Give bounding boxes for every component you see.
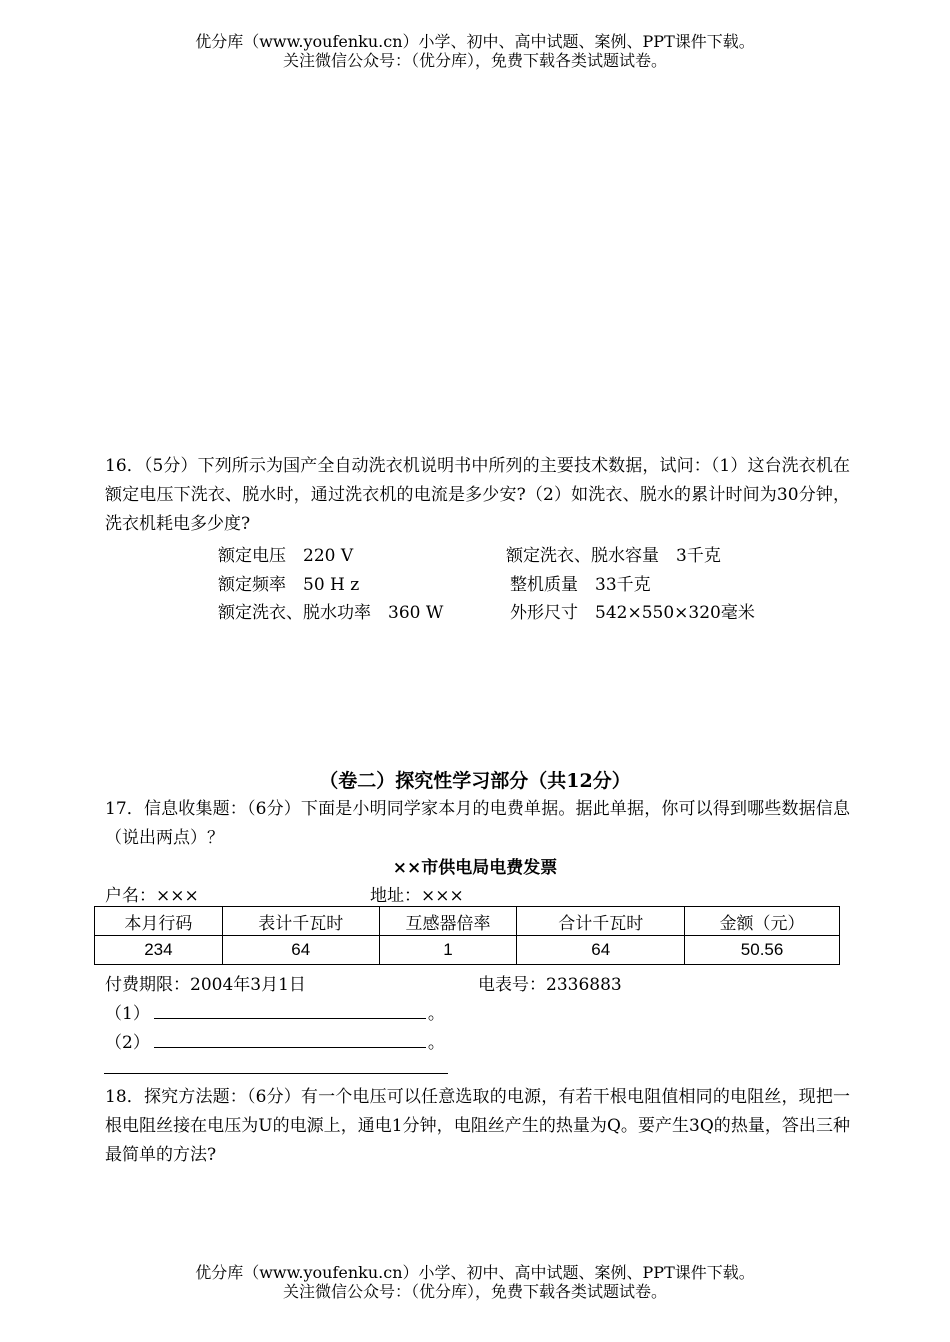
bill-title: ××市供电局电费发票 (392, 858, 558, 878)
bill-table (94, 906, 840, 965)
bill-header-cell: 表计千瓦时 (222, 907, 379, 936)
bill-account: 户名：××× (105, 886, 199, 906)
question-18-text: 18．探究方法题：（6分）有一个电压可以任意选取的电源，有若干根电阻值相同的电阻丝，现把一根电阻丝接在电压为U的电源上，通电1分钟，电阻丝产生的热量为Q。要产生3Q的热量，答出三种最简单的方法? (105, 1087, 850, 1165)
section-2-title: （卷二）探究性学习部分（共12分） (319, 770, 631, 792)
bill-meter-number: 电表号：2336883 (478, 975, 622, 995)
answer-line-2 (105, 1028, 445, 1053)
bill-address: 地址：××× (370, 886, 464, 906)
bill-header-cell: 本月行码 (95, 907, 223, 936)
answer-1-period: 。 (427, 1004, 445, 1024)
bill-header-cell: 互感器倍率 (379, 907, 517, 936)
question-17-text: 17．信息收集题：（6分）下面是小明同学家本月的电费单据。据此单据，你可以得到哪些数据信息（说出两点）？ (105, 799, 850, 848)
bill-due-date: 付费期限：2004年3月1日 (105, 975, 306, 995)
spec-mass: 整机质量 33千克 (510, 575, 651, 595)
bill-cell: 50.56 (685, 936, 840, 965)
footer-line-1: 优分库（www.youfenku.cn）小学、初中、高中试题、案例、PPT课件下载。 (195, 1263, 755, 1282)
bill-cell: 64 (517, 936, 685, 965)
header-line-1: 优分库（www.youfenku.cn）小学、初中、高中试题、案例、PPT课件下载。 (195, 32, 755, 51)
answer-2-blank[interactable] (154, 1029, 426, 1048)
answer-1-label: （1） (105, 1004, 150, 1024)
spec-rated-capacity: 额定洗衣、脱水容量 3千克 (506, 546, 721, 566)
answer-line-1 (105, 999, 445, 1024)
bill-table-row (95, 936, 840, 965)
bill-cell: 1 (379, 936, 517, 965)
bill-cell: 64 (222, 936, 379, 965)
header-line-2: 关注微信公众号：（优分库），免费下载各类试题试卷。 (282, 51, 667, 70)
answer-2-label: （2） (105, 1033, 150, 1053)
bill-header-cell: 合计千瓦时 (517, 907, 685, 936)
spec-rated-frequency: 额定频率 50 H z (218, 575, 360, 595)
spec-rated-voltage: 额定电压 220 V (218, 546, 354, 566)
bill-cell: 234 (95, 936, 223, 965)
answer-2-period: 。 (427, 1033, 445, 1053)
spec-dimensions: 外形尺寸 542×550×320毫米 (510, 603, 755, 623)
bill-header-cell: 金额（元） (685, 907, 840, 936)
spec-rated-power: 额定洗衣、脱水功率 360 W (218, 603, 444, 623)
separator-rule (104, 1073, 448, 1074)
footer-line-2: 关注微信公众号：（优分库），免费下载各类试题试卷。 (282, 1282, 667, 1301)
bill-table-header-row (95, 907, 840, 936)
answer-1-blank[interactable] (154, 1000, 426, 1019)
question-16-text: 16．（5分）下列所示为国产全自动洗衣机说明书中所列的主要技术数据，试问：（1）这台洗衣机在额定电压下洗衣、脱水时，通过洗衣机的电流是多少安?（2）如洗衣、脱水的累计时间为30分钟，洗衣机耗电多少度? (105, 456, 850, 534)
